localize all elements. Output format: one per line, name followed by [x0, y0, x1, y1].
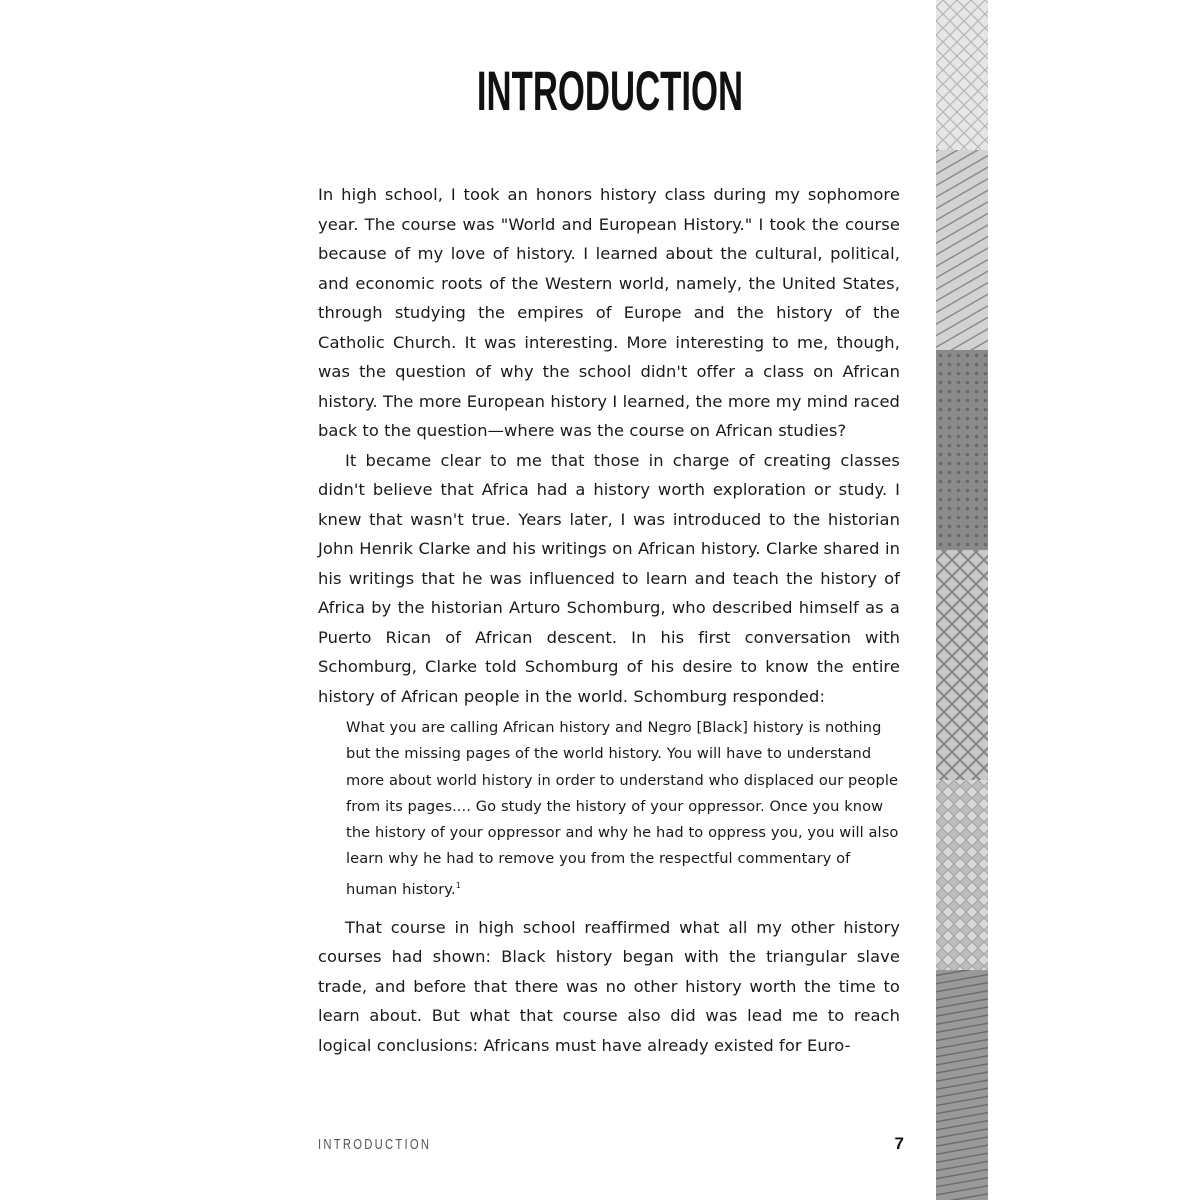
running-head: INTRODUCTION: [318, 1136, 432, 1153]
block-quote: [346, 715, 900, 903]
footnote-marker: 1: [455, 880, 461, 890]
paragraph-2: It became clear to me that those in charge of creating classes didn't believe that Africa had a history worth exploration or study. I knew that wasn't true. Years later, I was introduced to the historian John Henrik Clarke and his writings on African history. Clarke shared in his writings that he was influenced to learn and teach the history of Africa by the historian Arturo Schomburg, who described himself as a Puerto Rican of African descent. In his first conversation with Schomburg, Clarke told Schomburg of his desire to know the entire history of African people in the world. Schomburg responded:: [318, 450, 900, 706]
decorative-pattern-strip-icon: [936, 0, 988, 1200]
page-number: 7: [894, 1134, 904, 1153]
paragraph-1: In high school, I took an honors history class during my sophomore year. The course was "World and European History." I took the course because of my love of history. I learned about the cultural, political, and economic roots of the Western world, namely, the United States, through studying the empires of Europe and the history of the Catholic Church. It was interesting. More interesting to me, though, was the question of why the school didn't offer a class on African history. The more European history I learned, the more my mind raced back to the question—where was the course on African studies?: [318, 185, 900, 440]
chapter-title: INTRODUCTION: [476, 59, 744, 122]
paragraph-3: That course in high school reaffirmed what all my other history courses had shown: Black history began with the triangular slave trade, and before that there was no other history worth the time to learn about. But what that course also did was lead me to reach logical conclusions: Africans must have already existed for Euro-: [318, 917, 900, 1055]
block-quote-text: What you are calling African history and Negro [Black] history is nothing but the missing pages of the world history. You will have to understand more about world history in order to understand who displaced our people from its pages.... Go study the history of your oppressor. Once you know the history of your oppressor and why he had to oppress you, you will also learn why he had to remove you from the respectful commentary of human history.: [346, 719, 899, 898]
body-text: [318, 180, 900, 1060]
